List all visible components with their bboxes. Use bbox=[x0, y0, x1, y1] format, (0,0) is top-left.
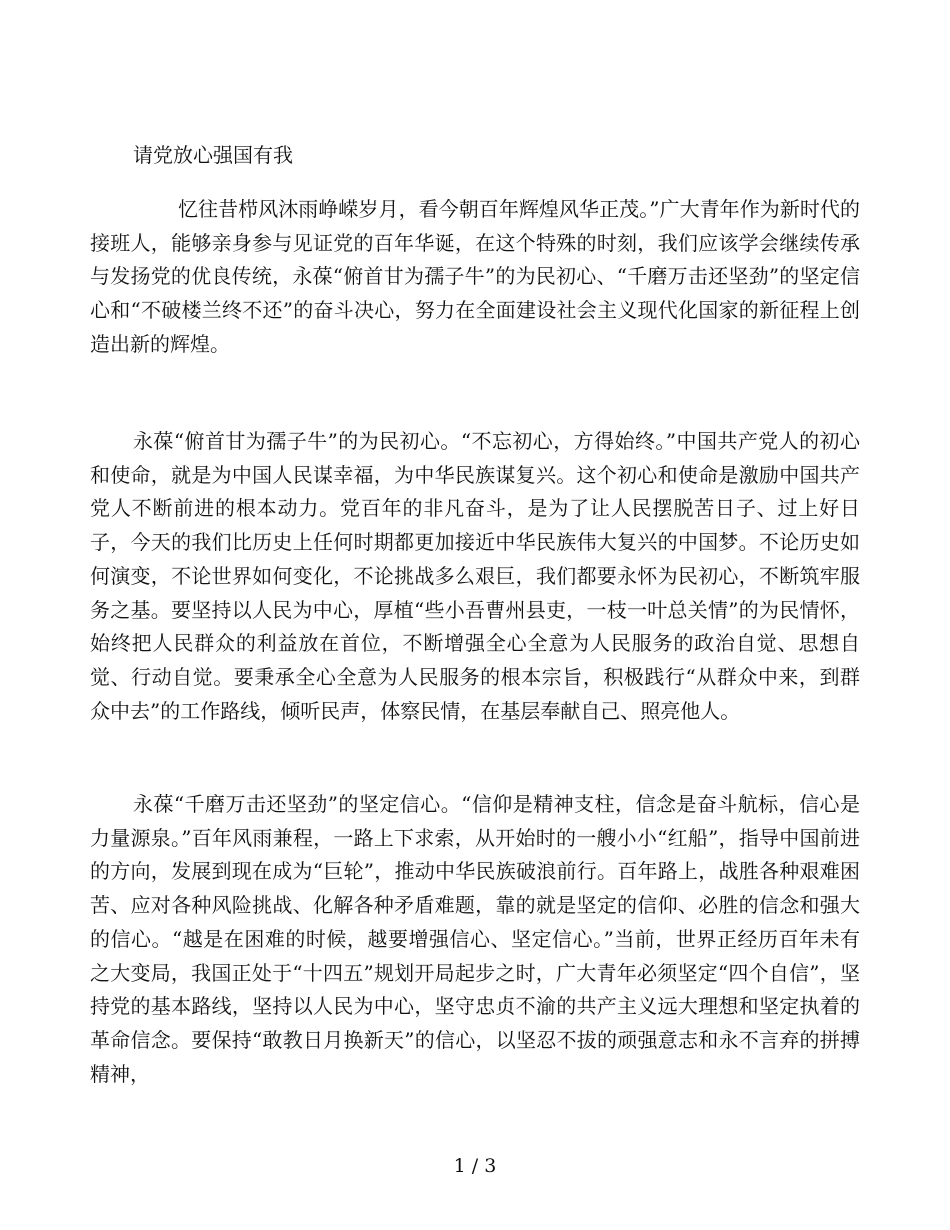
document-title: 请党放心强国有我 bbox=[133, 143, 293, 167]
paragraph-1: 忆往昔栉风沐雨峥嵘岁月，看今朝百年辉煌风华正茂。”广大青年作为新时代的接班人，能够亲身参与见证党的百年华诞，在这个特殊的时刻，我们应该学会继续传承与发扬党的优良传统，永葆“俯首甘为孺子牛”的为民初心、“千磨万击还坚劲”的坚定信心和“不破楼兰终不还”的奋斗决心，努力在全面建设社会主义现代化国家的新征程上创造出新的辉煌。 bbox=[90, 197, 860, 356]
paragraph-2: 永葆“俯首甘为孺子牛”的为民初心。“不忘初心，方得始终。”中国共产党人的初心和使命，就是为中国人民谋幸福，为中华民族谋复兴。这个初心和使命是激励中国共产党人不断前进的根本动力。党百年的非凡奋斗，是为了让人民摆脱苦日子、过上好日子，今天的我们比历史上任何时期都更加接近中华民族伟大复兴的中国梦。不论历史如何演变，不论世界如何变化，不论挑战多么艰巨，我们都要永怀为民初心，不断筑牢服务之基。要坚持以人民为中心，厚植“些小吾曹州县吏，一枝一叶总关情”的为民情怀，始终把人民群众的利益放在首位，不断增强全心全意为人民服务的政治自觉、思想自觉、行动自觉。要秉承全心全意为人民服务的根本宗旨，积极践行“从群众中来，到群众中去”的工作路线，倾听民声，体察民情，在基层奉献自己、照亮他人。 bbox=[90, 429, 860, 723]
paragraph-3: 永葆“千磨万击还坚劲”的坚定信心。“信仰是精神支柱，信念是奋斗航标，信心是力量源泉。”百年风雨兼程，一路上下求索，从开始时的一艘小小“红船”，指导中国前进的方向，发展到现在成为“巨轮”，推动中华民族破浪前行。百年路上，战胜各种艰难困苦、应对各种风险挑战、化解各种矛盾难题，靠的就是坚定的信仰、必胜的信念和强大的信心。“越是在困难的时候，越要增强信心、坚定信心。”当前，世界正经历百年未有之大变局，我国正处于“十四五”规划开局起步之时，广大青年必须坚定“四个自信”，坚持党的基本路线，坚持以人民为中心，坚守忠贞不渝的共产主义远大理想和坚定执着的革命信念。要保持“敢教日月换新天”的信心，以坚忍不拔的顽强意志和永不言弃的拼搏精神， bbox=[90, 792, 860, 1086]
page-number: 1 / 3 bbox=[453, 1155, 497, 1177]
